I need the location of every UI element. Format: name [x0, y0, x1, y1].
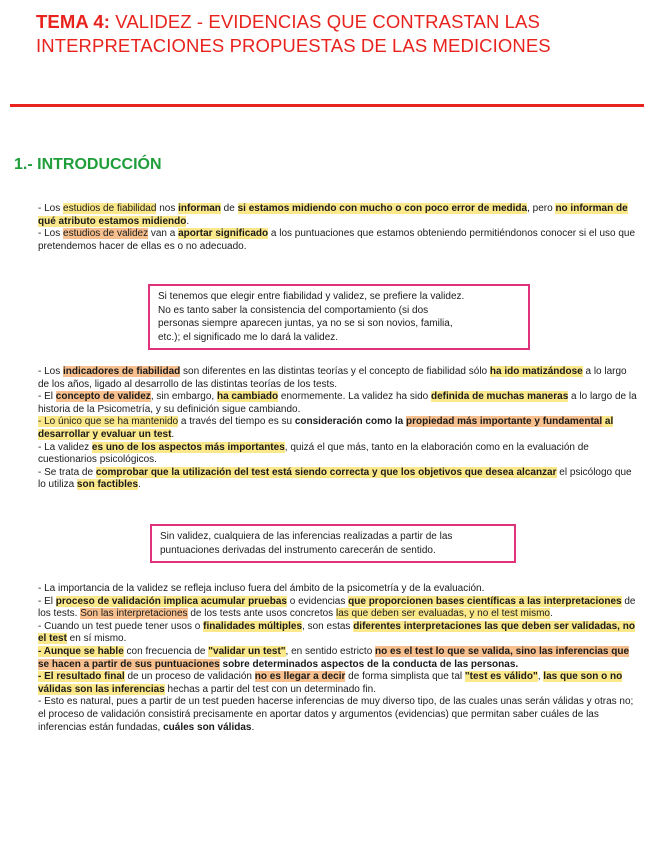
text-run: de — [220, 203, 238, 214]
page-title — [36, 10, 636, 58]
text-run: - Los — [38, 228, 64, 240]
text-run: a través del tiempo es su — [178, 416, 295, 428]
text-run: de un proceso de validación — [124, 671, 255, 683]
text-run: definida de muchas maneras — [430, 391, 569, 403]
text-run: . — [549, 608, 553, 620]
text-run: - El — [38, 391, 56, 403]
text-paragraph — [38, 442, 638, 467]
text-paragraph — [38, 596, 638, 621]
text-run: enormemente. La validez ha sido — [278, 391, 431, 403]
paragraph-block-1 — [38, 203, 638, 253]
text-run: ha cambiado — [216, 391, 279, 403]
text-paragraph — [38, 467, 638, 492]
text-run: diferentes interpretaciones las que deben ser validadas, no el test — [38, 620, 635, 645]
text-run: , son estas — [302, 620, 354, 632]
text-run: indicadores de fiabilidad — [63, 366, 181, 377]
text-run: "validar un test" — [208, 645, 286, 657]
text-run: - Los — [38, 203, 64, 214]
text-run: - Los — [38, 366, 64, 377]
text-run: hechas a partir del test con un determinado fin. — [164, 683, 376, 695]
text-run: son diferentes en las distintas teorías y el concepto de fiabilidad sólo — [180, 366, 490, 377]
title-text: VALIDEZ - EVIDENCIAS QUE CONTRASTAN LAS INTERPRETACIONES PROPUESTAS DE LAS MEDICIONES — [36, 11, 551, 56]
text-run: - Esto es natural, pues a partir de un test pueden hacerse inferencias de muy diverso tipo, de las cuales unas serán válidas y otras no; el proceso de validación consistirá precisamente en aportar datos y argumentos (evidencias) que permitan saber cuáles de las inferencias están fundadas, — [38, 696, 634, 733]
text-paragraph — [38, 366, 638, 391]
text-run: Son las interpretaciones — [80, 608, 188, 620]
text-paragraph — [38, 228, 638, 253]
text-run: no informan de qué atributo estamos midiendo — [38, 203, 628, 227]
text-run: a lo largo de la historia de la Psicometría, y su definición sigue cambiando. — [38, 391, 637, 415]
text-run: es uno de los aspectos más importantes — [91, 441, 285, 453]
paragraph-block-3 — [38, 583, 638, 734]
text-paragraph — [38, 416, 638, 441]
text-run: - Cuando un test puede tener usos o — [38, 620, 204, 632]
text-run: concepto de validez — [55, 391, 151, 403]
callout-box-fiabilidad-validez — [148, 284, 530, 350]
text-run: propiedad más importante y fundamental — [406, 416, 603, 428]
callout-line: Si tenemos que elegir entre fiabilidad y validez, se prefiere la validez. — [158, 291, 465, 302]
text-paragraph — [38, 696, 638, 734]
callout-line: puntuaciones derivadas del instrumento carecerán de sentido. — [160, 544, 436, 556]
text-run: - Lo único que se ha mantenido — [38, 416, 179, 428]
section-heading: 1.- INTRODUCCIÓN — [14, 156, 162, 173]
title-divider — [10, 104, 644, 107]
text-paragraph — [38, 391, 638, 416]
text-run: desarrollar y evaluar un test — [38, 428, 172, 440]
text-paragraph — [38, 583, 638, 596]
text-run: a los puntuaciones que estamos obteniendo permitiéndonos conocer si el uso que pretendemos hacer de ellas es o no adecuado. — [38, 228, 636, 252]
text-run: , sin embargo, — [150, 391, 217, 403]
text-run: - La validez — [38, 441, 92, 453]
text-run: , pero — [527, 203, 556, 214]
text-paragraph — [38, 621, 638, 646]
text-run: - El — [38, 595, 56, 607]
text-run: comprobar que la utilización del test está siendo correcta y que los objetivos que desea alcanzar — [95, 466, 557, 478]
text-run: - El resultado final — [38, 671, 125, 683]
callout-line: No es tanto saber la consistencia del comportamiento (si dos — [158, 304, 429, 316]
text-run: las que son o no válidas son las inferencias — [38, 671, 623, 695]
paragraph-block-2 — [38, 366, 638, 492]
text-run: estudios de validez — [63, 228, 149, 240]
text-run: de los tests. — [38, 595, 636, 620]
text-run: finalidades múltiples — [203, 620, 303, 632]
text-run: - La importancia de la validez se refleja incluso fuera del ámbito de la psicometría y de la evaluación. — [38, 583, 485, 594]
text-run: sobre determinados aspectos de la conducta de las personas. — [219, 658, 519, 670]
callout-box-sin-validez — [150, 524, 516, 563]
callout-line: personas siempre aparecen juntas, ya no se si son novios, familia, — [158, 318, 453, 329]
text-run: . — [251, 721, 255, 733]
text-run: aportar significado — [178, 228, 269, 240]
text-run: . — [171, 428, 175, 440]
text-run: estudios de fiabilidad — [63, 203, 157, 214]
callout-line: etc.); el significado me lo dará la validez. — [158, 331, 339, 343]
text-run: o evidencias — [286, 595, 349, 607]
text-run: - Se trata de — [38, 466, 96, 478]
text-run: de forma simplista que tal — [345, 671, 465, 683]
text-run: consideración como la — [294, 416, 406, 428]
text-paragraph — [38, 671, 638, 696]
text-run: de los tests ante usos concretos — [187, 608, 336, 620]
text-run: a lo largo de los años, ligado al desarrollo de las distintas teorías de los tests. — [38, 366, 627, 390]
text-run: van a — [148, 228, 179, 240]
callout-line: Sin validez, cualquiera de las inferencias realizadas a partir de las — [160, 531, 453, 542]
text-run: las que deben ser evaluadas, y no el test mismo — [335, 608, 550, 620]
text-run: son factibles — [76, 479, 139, 491]
text-run: informan — [178, 203, 221, 214]
text-run: el psicólogo que lo utiliza — [38, 466, 632, 491]
text-run: con frecuencia de — [123, 645, 209, 657]
text-run: . — [138, 479, 141, 491]
text-run: - Aunque se hable — [38, 645, 124, 657]
title-prefix: TEMA 4: — [36, 11, 111, 32]
text-run: "test es válido" — [464, 671, 538, 683]
text-run: no es llegar a decir — [254, 671, 346, 683]
text-run: no es el test lo que se valida, sino las inferencias que se hacen a partir de sus puntuaciones — [38, 645, 630, 670]
text-run: , en sentido estricto — [285, 645, 376, 657]
text-run: al — [602, 416, 614, 428]
text-run: en sí mismo. — [66, 633, 127, 645]
text-run: . — [186, 215, 190, 227]
text-run: si estamos midiendo con mucho o con poco error de medida — [237, 203, 528, 214]
text-run: nos — [156, 203, 179, 214]
text-run: , quizá el que más, tanto en la elaboración como en la evaluación de cuestionarios psicológicos. — [38, 441, 589, 466]
text-paragraph — [38, 203, 638, 228]
text-run: cuáles son válidas — [163, 721, 252, 733]
text-run: proceso de validación implica acumular pruebas — [55, 595, 287, 607]
text-paragraph — [38, 646, 638, 671]
text-run: , — [537, 671, 544, 683]
text-run: que proporcionen bases científicas a las interpretaciones — [348, 595, 622, 607]
text-run: ha ido matizándose — [489, 366, 583, 377]
